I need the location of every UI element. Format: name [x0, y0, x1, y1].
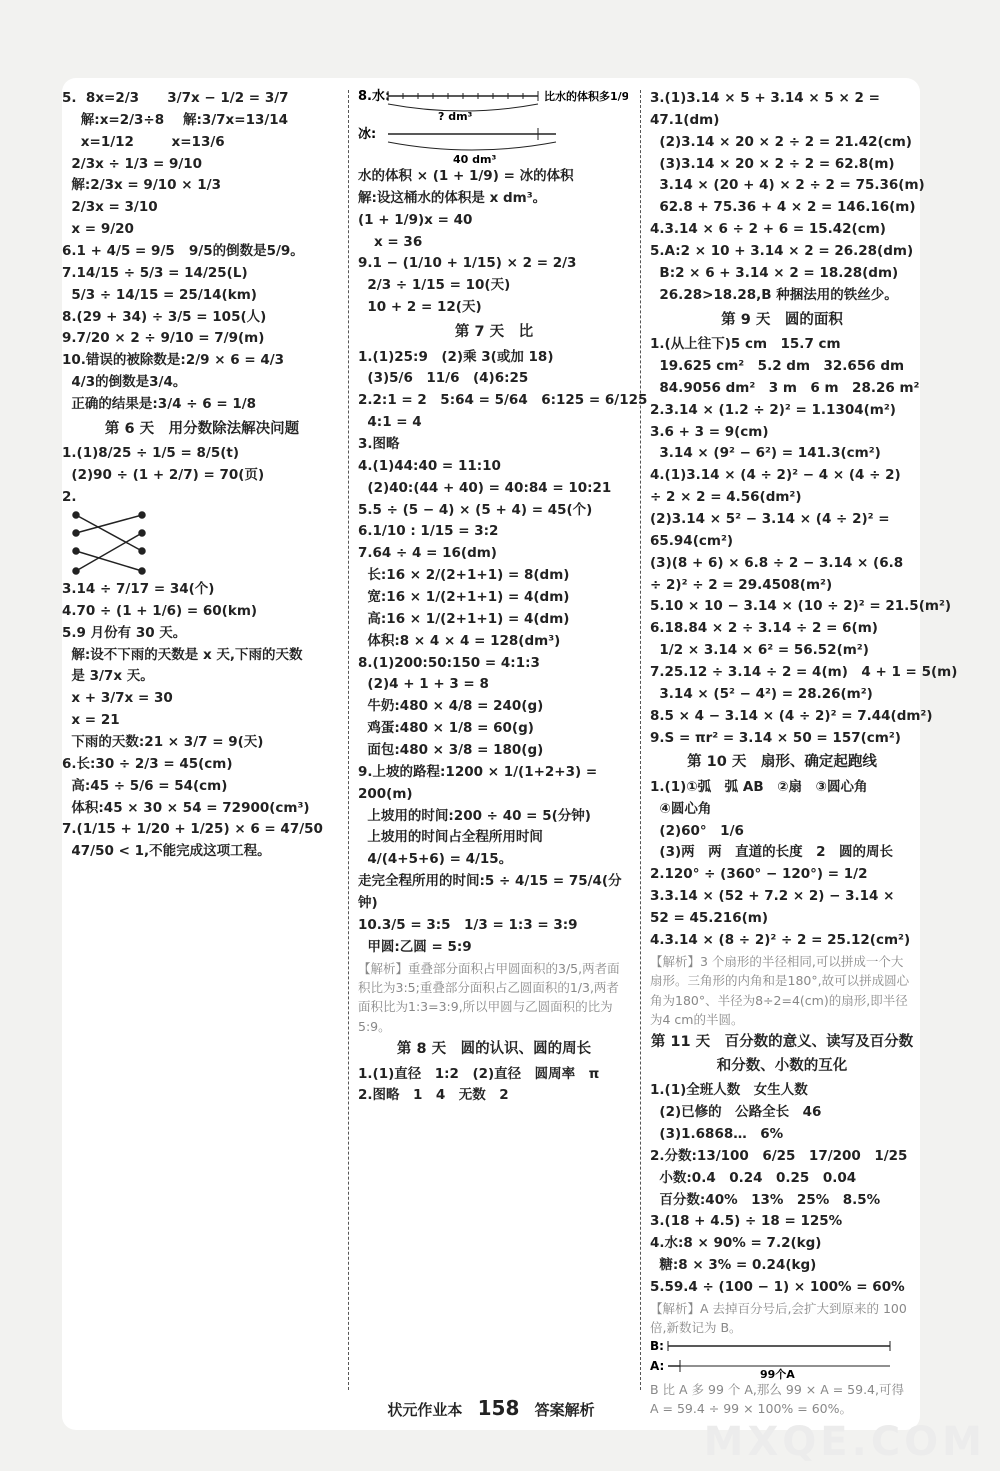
answer-line: 解:2/3x = 9/10 × 1/3: [62, 177, 221, 194]
section-title-day6: 第 6 天 用分数除法解决问题: [104, 420, 300, 437]
answer-line: 百分数:40% 13% 25% 8.5%: [650, 1191, 881, 1208]
answer-line: 面包:480 × 3/8 = 180(g): [358, 741, 544, 758]
answer-line: 小数:0.4 0.24 0.25 0.04: [650, 1169, 857, 1186]
answer-line: 2.3.14 × (1.2 ÷ 2)² = 1.1304(m²): [650, 401, 896, 418]
answer-line: 2.分数:13/100 6/25 17/200 1/25: [650, 1147, 908, 1164]
section-title-day11: 第 11 天 百分数的意义、读写及百分数和分数、小数的互化: [650, 1034, 914, 1074]
answer-line: 6.18.84 × 2 ÷ 3.14 ÷ 2 = 6(m): [650, 620, 878, 637]
answer-line: (3)(8 + 6) × 6.8 ÷ 2 − 3.14 × (6.8 ÷ 2)² ÷ 2 = 29.4508(m²): [650, 554, 904, 593]
answer-line: 上坡用的时间占全程所用时间: [358, 829, 543, 846]
answer-line: x=1/12 x=13/6: [62, 133, 225, 150]
answer-line: 牛奶:480 × 4/8 = 240(g): [358, 698, 544, 715]
answer-line: 4.(1)44:40 = 11:10: [358, 457, 501, 474]
answer-line: 4/3的倒数是3/4。: [62, 374, 187, 391]
answer-line: 6.长:30 ÷ 2/3 = 45(cm): [62, 755, 233, 772]
diagram-label-water: 8.水:: [358, 89, 391, 104]
answer-page: [62, 78, 958, 1430]
answer-line: 正确的结果是:3/4 ÷ 6 = 1/8: [62, 396, 257, 413]
answer-line: 9.1 − (1/10 + 1/15) × 2 = 2/3: [358, 255, 577, 272]
diagram-label-unknown: ? dm³: [438, 110, 473, 123]
answer-line: 3.6 + 3 = 9(cm): [650, 423, 769, 440]
column-divider: [640, 90, 641, 1390]
answer-line: 3.14 ÷ 7/17 = 34(个): [62, 580, 215, 597]
answer-line: 甲圆:乙圆 = 5:9: [358, 938, 472, 955]
column-3: [650, 88, 958, 1418]
answer-line: 9.S = πr² = 3.14 × 50 = 157(cm²): [650, 729, 901, 746]
answer-line: 7.14/15 ÷ 5/3 = 14/25(L): [62, 264, 248, 281]
answer-line: 走完全程所用的时间:5 ÷ 4/15 = 75/4(分钟): [358, 873, 622, 911]
answer-line: 1/2 × 3.14 × 6² = 56.52(m²): [650, 642, 869, 659]
answer-line: 糖:8 × 3% = 0.24(kg): [650, 1257, 817, 1274]
answer-line: 8.(1)200:50:150 = 4:1:3: [358, 654, 540, 671]
answer-line: 2.图略 1 4 无数 2: [358, 1087, 509, 1104]
answer-line: 5.10 × 10 − 3.14 × (10 ÷ 2)² = 21.5(m²): [650, 598, 952, 615]
answer-line: 2.120° ÷ (360° − 120°) = 1/2: [650, 866, 868, 883]
answer-line: x = 9/20: [62, 221, 134, 238]
answer-line: 1.(1)①弧 弧 AB ②扇 ③圆心角: [650, 778, 868, 795]
answer-line: 解:设不下雨的天数是 x 天,下雨的天数: [62, 646, 303, 663]
answer-line: 84.9056 dm² 3 m 6 m 28.26 m²: [650, 379, 920, 396]
answer-line: 是 3/7x 天。: [62, 668, 154, 685]
answer-line: (2)3.14 × 20 × 2 ÷ 2 = 21.42(cm): [650, 133, 912, 150]
answer-line: (2)90 ÷ (1 + 2/7) = 70(页): [62, 467, 265, 484]
answer-line: 3.14 × (9² − 6²) = 141.3(cm²): [650, 445, 881, 462]
answer-line: 3.(1)3.14 × 5 + 3.14 × 5 × 2 = 47.1(dm): [650, 90, 880, 128]
answer-line: 2/3x = 3/10: [62, 199, 158, 216]
answer-line: (3)1.6868… 6%: [650, 1125, 784, 1142]
answer-line: 体积:8 × 4 × 4 = 128(dm³): [358, 632, 561, 649]
answer-line: 1.(1)全班人数 女生人数: [650, 1082, 808, 1099]
answer-line: 1.(1)8/25 ÷ 1/5 = 8/5(t): [62, 445, 240, 462]
diagram-label-ice: 冰:: [358, 127, 377, 142]
answer-line: 长:16 × 2/(2+1+1) = 8(dm): [358, 567, 570, 584]
column-2: [358, 88, 648, 1107]
answer-line: 2/3x ÷ 1/3 = 9/10: [62, 155, 203, 172]
footer-book-title: 状元作业本: [387, 1401, 463, 1419]
water-ice-diagram: [358, 88, 630, 166]
section-title-day7: 第 7 天 比: [454, 324, 534, 341]
answer-line: 6.1/10 : 1/15 = 3:2: [358, 523, 499, 540]
answer-line: 3.(18 + 4.5) ÷ 18 = 125%: [650, 1213, 843, 1230]
page-number: 158: [477, 1396, 520, 1420]
answer-line: 4.(1)3.14 × (4 ÷ 2)² − 4 × (4 ÷ 2) ÷ 2 × 2 = 4.56(dm²): [650, 467, 901, 506]
answer-line: 7.25.12 ÷ 3.14 ÷ 2 = 4(m) 4 + 1 = 5(m): [650, 663, 958, 680]
answer-line: 4.70 ÷ (1 + 1/6) = 60(km): [62, 602, 258, 619]
page-footer: [62, 1396, 920, 1420]
footer-section-title: 答案解析: [534, 1401, 595, 1419]
answer-line: 2/3 ÷ 1/15 = 10(天): [358, 277, 511, 294]
segment-label-a: A:: [650, 1358, 665, 1373]
answer-line: 26.28>18.28,B 种捆法用的铁丝少。: [650, 286, 898, 303]
analysis-note: B 比 A 多 99 个 A,那么 99 × A = 59.4,可得 A = 59.4 ÷ 99 × 100% = 60%。: [650, 1381, 904, 1416]
analysis-note: 【解析】A 去掉百分号后,会扩大到原来的 100 倍,新数记为 B。: [650, 1300, 907, 1336]
answer-line: 9.上坡的路程:1200 × 1/(1+2+3) = 200(m): [358, 763, 598, 802]
answer-line: 体积:45 × 30 × 54 = 72900(cm³): [62, 799, 310, 816]
analysis-note: 【解析】3 个扇形的半径相同,可以拼成一个大扇形。三角形的内角和是180°,故可以拼成圆心角为180°、半径为8÷2=4(cm)的扇形,即半径为4 cm的半圆。: [650, 953, 910, 1027]
answer-line: 上坡用的时间:200 ÷ 40 = 5(分钟): [358, 807, 591, 824]
answer-line: (2)4 + 1 + 3 = 8: [358, 676, 489, 693]
segment-label-99a: 99个A: [760, 1367, 795, 1380]
answer-line: 水的体积 × (1 + 1/9) = 冰的体积: [358, 168, 574, 184]
answer-line: 47/50 < 1,不能完成这项工程。: [62, 843, 271, 860]
answer-line: 5.59.4 ÷ (100 − 1) × 100% = 60%: [650, 1278, 905, 1295]
answer-line: (3)3.14 × 20 × 2 ÷ 2 = 62.8(m): [650, 155, 895, 172]
section-title-day9: 第 9 天 圆的面积: [721, 311, 843, 328]
answer-line: 10.错误的被除数是:2/9 × 6 = 4/3: [62, 352, 285, 369]
answer-line: (3)5/6 11/6 (4)6:25: [358, 370, 529, 387]
answer-line: B:2 × 6 + 3.14 × 2 = 18.28(dm): [650, 264, 899, 281]
answer-line: 5.A:2 × 10 + 3.14 × 2 = 26.28(dm): [650, 243, 914, 260]
answer-line: 10 + 2 = 12(天): [358, 299, 482, 316]
answer-line: 1.(从上往下)5 cm 15.7 cm: [650, 336, 841, 353]
answer-line: 2.: [62, 489, 77, 506]
answer-line: 鸡蛋:480 × 1/8 = 60(g): [358, 720, 534, 737]
answer-line: 3.14 × (20 + 4) × 2 ÷ 2 = 75.36(m): [650, 177, 925, 194]
answer-line: 5/3 ÷ 14/15 = 25/14(km): [62, 286, 257, 303]
answer-line: (2)已修的 公路全长 46: [650, 1104, 822, 1121]
answer-line: 下雨的天数:21 × 3/7 = 9(天): [62, 733, 264, 750]
answer-line: 解:x=2/3÷8 解:3/7x=13/14: [62, 111, 289, 128]
analysis-note: 【解析】重叠部分面积占甲圆面积的3/5,两者面积比为3:5;重叠部分面积占乙圆面积的1/3,两者面积比为1:3=3:9,所以甲圆与乙圆面积的比为5:9。: [358, 960, 620, 1034]
answer-line: 1.(1)25:9 (2)乘 3(或加 18): [358, 348, 554, 365]
answer-line: x + 3/7x = 30: [62, 690, 173, 707]
answer-line: 高:45 ÷ 5/6 = 54(cm): [62, 777, 228, 794]
answer-line: 4/(4+5+6) = 4/15。: [358, 851, 513, 868]
answer-line: 宽:16 × 1/(2+1+1) = 4(dm): [358, 588, 570, 605]
answer-line: 高:16 × 1/(2+1+1) = 4(dm): [358, 610, 570, 627]
answer-line: (2)60° 1/6: [650, 822, 744, 839]
answer-line: 4.3.14 × (8 ÷ 2)² ÷ 2 = 25.12(cm²): [650, 931, 911, 948]
answer-line: 3.3.14 × (52 + 7.2 × 2) − 3.14 × 52 = 45.216(m): [650, 888, 895, 927]
answer-line: 4:1 = 4: [358, 414, 422, 431]
answer-line: x = 36: [374, 233, 423, 250]
answer-line: 9.7/20 × 2 ÷ 9/10 = 7/9(m): [62, 330, 265, 347]
section-title-day8: 第 8 天 圆的认识、圆的周长: [396, 1041, 592, 1058]
answer-line: 4.水:8 × 90% = 7.2(kg): [650, 1235, 822, 1252]
diagram-note-extra: 比水的体积多1/9: [544, 90, 628, 103]
answer-line: 1.(1)直径 1:2 (2)直径 圆周率 π: [358, 1065, 600, 1082]
answer-line: 2.2:1 = 2 5:64 = 5/64 6:125 = 6/125: [358, 392, 648, 409]
column-1: [62, 88, 342, 863]
answer-line: x = 21: [62, 712, 120, 729]
answer-line: 7.(1/15 + 1/20 + 1/25) × 6 = 47/50: [62, 821, 323, 838]
answer-line: (1 + 1/9)x = 40: [358, 211, 473, 228]
answer-line: 7.64 ÷ 4 = 16(dm): [358, 545, 497, 562]
answer-line: (2)40:(44 + 40) = 40:84 = 10:21: [358, 479, 612, 496]
answer-line: 5.9 月份有 30 天。: [62, 624, 187, 641]
answer-line: 19.625 cm² 5.2 dm 32.656 dm: [650, 357, 905, 374]
answer-line: 5.5 ÷ (5 − 4) × (5 + 4) = 45(个): [358, 501, 593, 518]
answer-line: 6.1 + 4/5 = 9/5 9/5的倒数是5/9。: [62, 243, 304, 260]
answer-line: 8.(29 + 34) ÷ 3/5 = 105(人): [62, 308, 267, 325]
answer-line: 62.8 + 75.36 + 4 × 2 = 146.16(m): [650, 199, 916, 216]
answer-line: 3.14 × (5² − 4²) = 28.26(m²): [650, 685, 873, 702]
answer-line: 5. 8x=2/3 3/7x − 1/2 = 3/7: [62, 90, 289, 106]
section-title-day10: 第 10 天 扇形、确定起跑线: [687, 754, 877, 771]
answer-line: 4.3.14 × 6 ÷ 2 + 6 = 15.42(cm): [650, 221, 886, 238]
column-divider: [348, 90, 349, 1390]
segment-diagram: [650, 1338, 914, 1380]
watermark-logo: MXQE.COM: [703, 1419, 986, 1465]
answer-line: (3)两 两 直道的长度 2 圆的周长: [650, 844, 894, 861]
answer-line: ④圆心角: [650, 800, 712, 817]
answer-line: 8.5 × 4 − 3.14 × (4 ÷ 2)² = 7.44(dm²): [650, 707, 933, 724]
segment-label-b: B:: [650, 1338, 664, 1353]
answer-line: 解:设这桶水的体积是 x dm³。: [358, 189, 547, 206]
answer-line: 10.3/5 = 3:5 1/3 = 1:3 = 3:9: [358, 916, 578, 933]
matching-lines-figure: [62, 509, 342, 579]
answer-line: (2)3.14 × 5² − 3.14 × (4 ÷ 2)² = 65.94(cm²): [650, 510, 890, 549]
diagram-label-ice-volume: 40 dm³: [453, 153, 497, 166]
answer-line: 3.图略: [358, 435, 400, 452]
